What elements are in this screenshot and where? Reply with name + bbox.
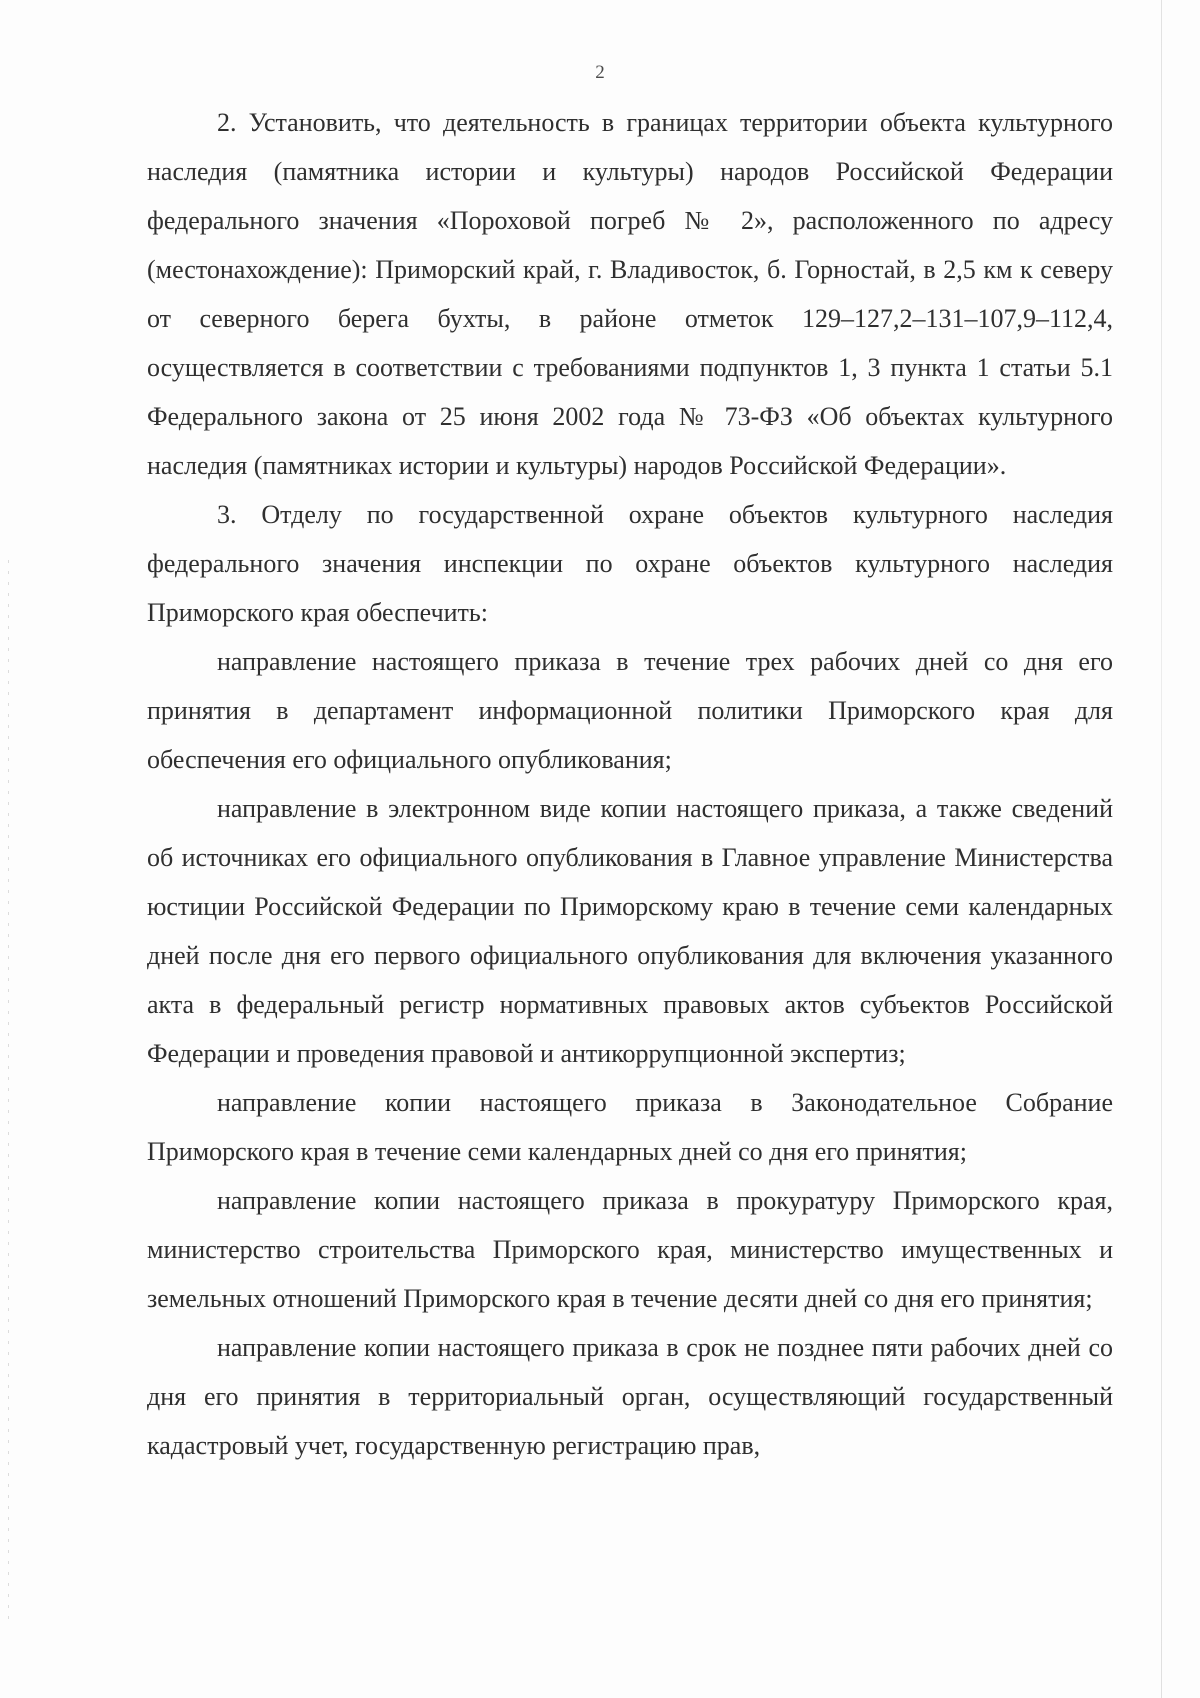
paragraph-3-item-3: направление копии настоящего приказа в Законодательное Собрание Приморского края в течение семи календарных дней со дня его принятия; [147, 1088, 1113, 1166]
scan-binding-marks [8, 560, 9, 1620]
paragraph-3-item-2: направление в электронном виде копии настоящего приказа, а также сведений об источниках его официального опубликования в Главное управление Министерства юстиции Российской Федерации по Приморскому краю в течение семи календарных дней после дня его первого официального опубликования для включения указанного акта в федеральный регистр нормативных правовых актов субъектов Российской Федерации и проведения правовой и антикоррупционной экспертиз; [147, 794, 1113, 1068]
paragraph-3-item-5: направление копии настоящего приказа в срок не позднее пяти рабочих дней со дня его принятия в территориальный орган, осуществляющий государственный кадастровый учет, государственную регистрацию прав, [147, 1333, 1113, 1460]
paragraph-3-item-1: направление настоящего приказа в течение трех рабочих дней со дня его принятия в департамент информационной политики Приморского края для обеспечения его официального опубликования; [147, 647, 1113, 774]
paragraph-2: 2. Установить, что деятельность в границах территории объекта культурного наследия (памятника истории и культуры) народов Российской Федерации федерального значения «Пороховой погреб № 2», расположенного по адресу (местонахождение): Приморский край, г. Владивосток, б. Горностай, в 2,5 км к северу от северного берега бухты, в районе отметок 129–127,2–131–107,9–112,4, осуществляется в соответствии с требованиями подпунктов 1, 3 пункта 1 статьи 5.1 Федерального закона от 25 июня 2002 года № 73-ФЗ «Об объектах культурного наследия (памятниках истории и культуры) народов Российской Федерации». [147, 108, 1113, 480]
paragraph-3-item-4: направление копии настоящего приказа в прокуратуру Приморского края, министерство строительства Приморского края, министерство имущественных и земельных отношений Приморского края в течение десяти дней со дня его принятия; [147, 1186, 1113, 1313]
document-body [147, 98, 1113, 1470]
paragraph-3: 3. Отделу по государственной охране объектов культурного наследия федерального значения инспекции по охране объектов культурного наследия Приморского края обеспечить: [147, 500, 1113, 627]
page-number: 2 [595, 62, 605, 83]
scan-edge-line [1161, 0, 1162, 1698]
